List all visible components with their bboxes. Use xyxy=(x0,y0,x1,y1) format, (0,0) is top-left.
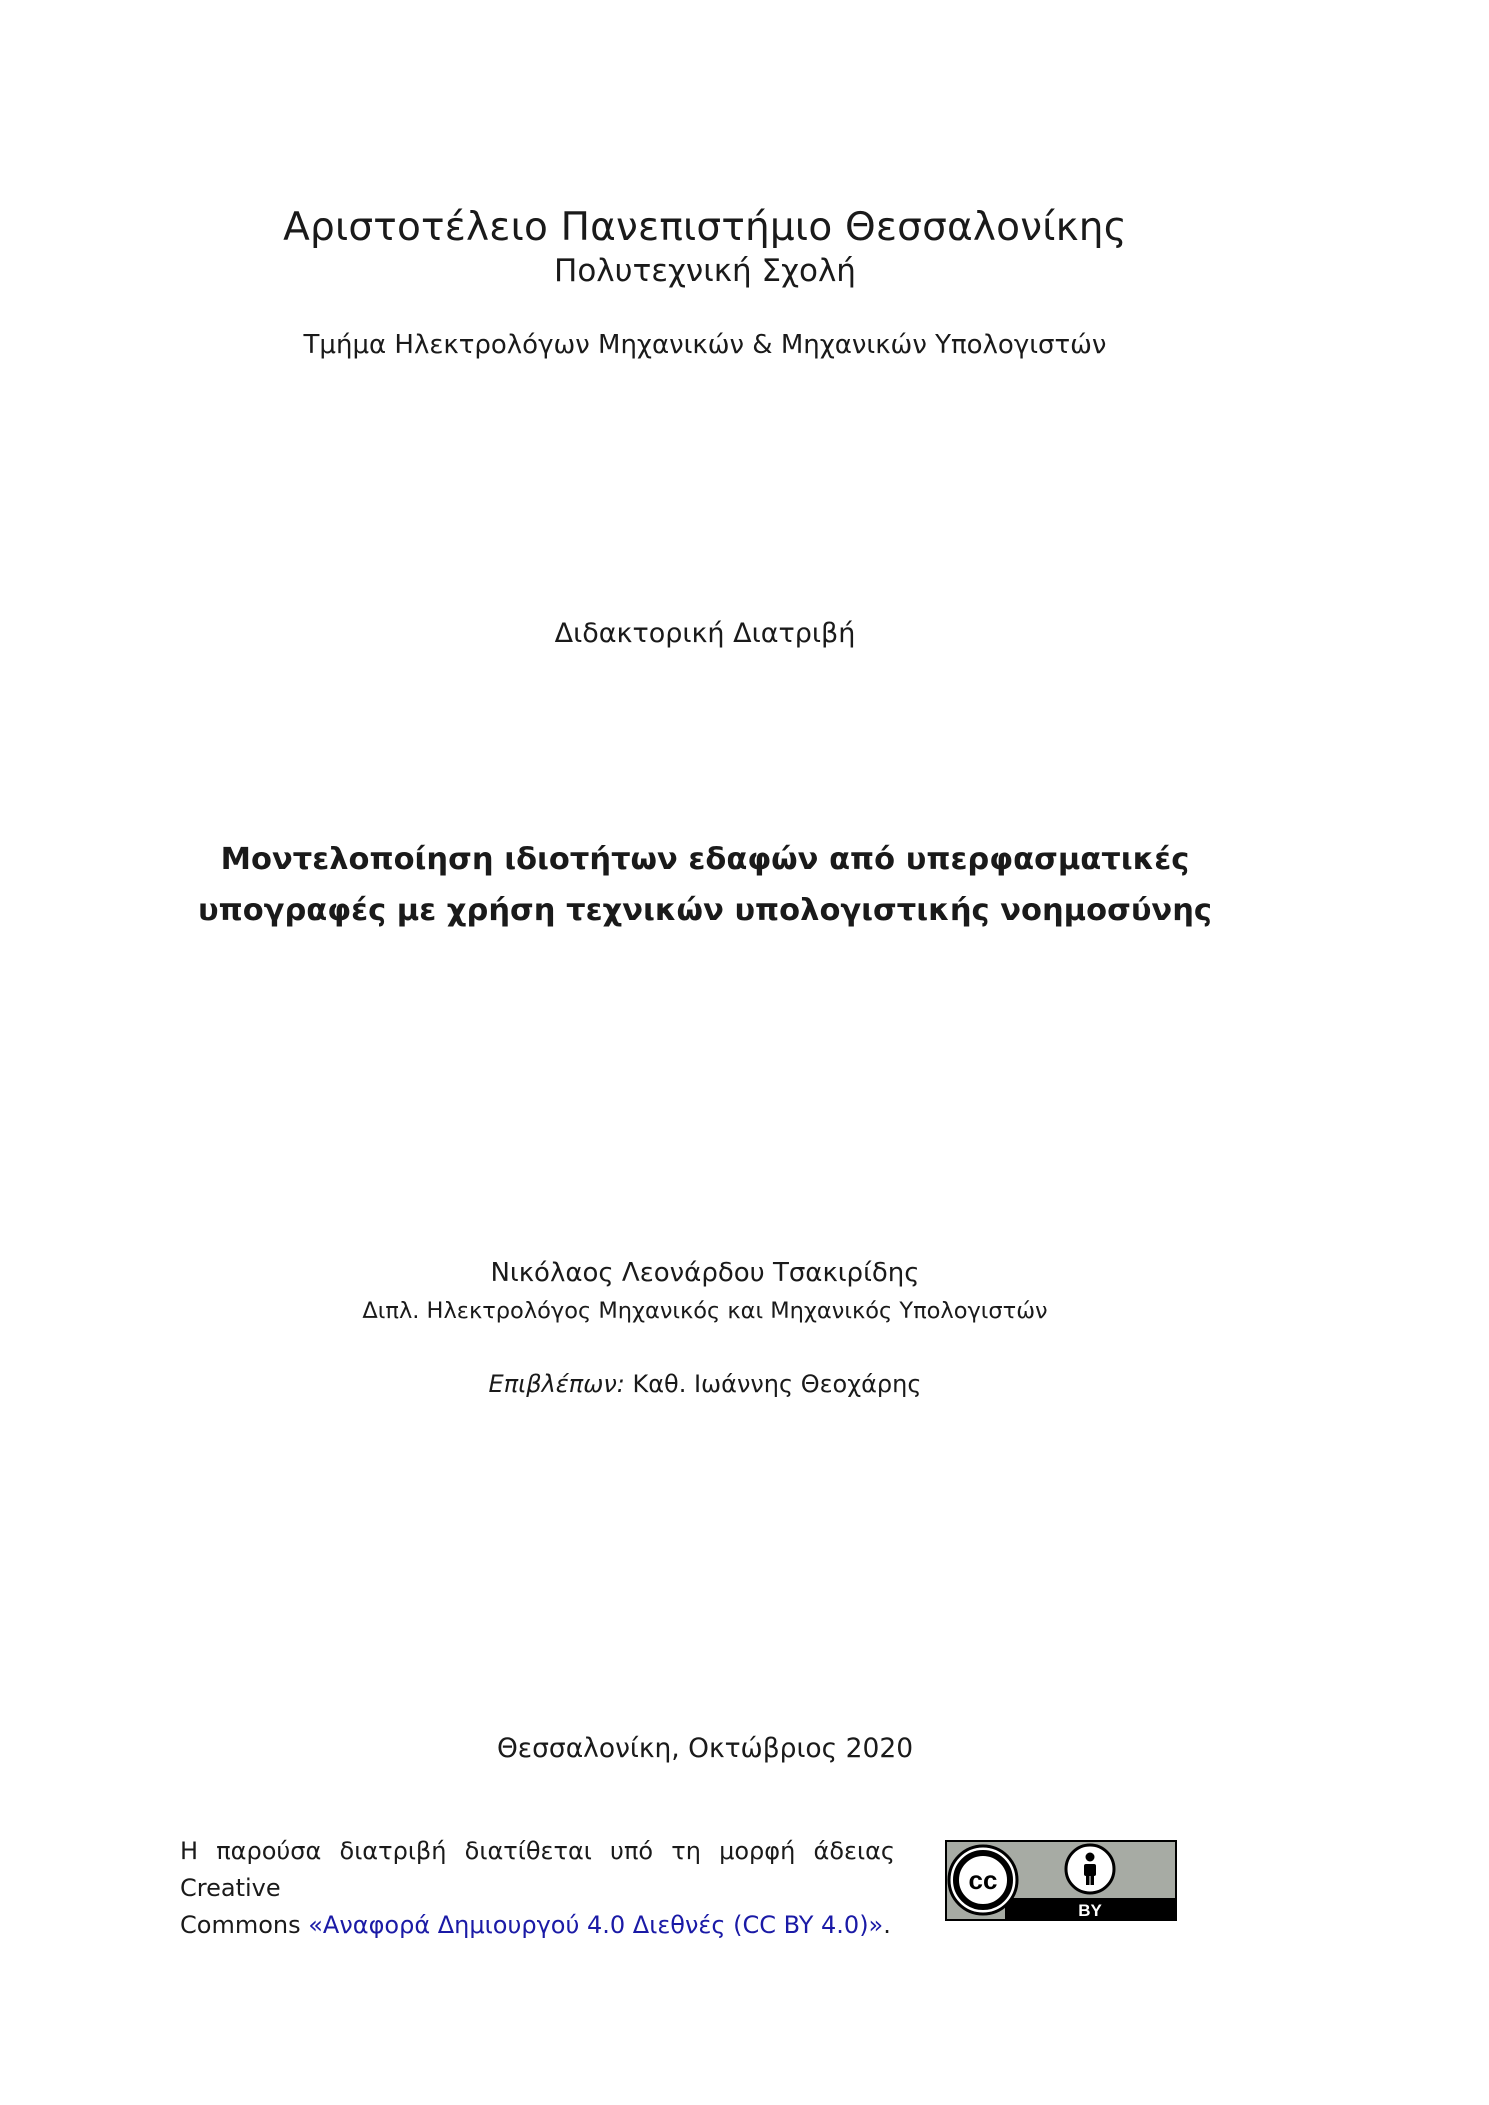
license-link[interactable]: «Αναφορά Δημιουργού 4.0 Διεθνές (CC BY 4.0)» xyxy=(308,1911,884,1939)
department-name: Τμήμα Ηλεκτρολόγων Μηχανικών & Μηχανικών Υπολογιστών xyxy=(303,330,1107,360)
license-line-1: Η παρούσα διατριβή διατίθεται υπό τη μορφή άδειας Creative xyxy=(180,1837,895,1902)
license-statement xyxy=(180,1833,895,1944)
school-name: Πολυτεχνική Σχολή xyxy=(554,253,856,289)
by-label: BY xyxy=(1078,1901,1102,1920)
cc-icon-text: cc xyxy=(968,1865,998,1895)
document-type: Διδακτορική Διατριβή xyxy=(554,618,856,649)
thesis-title-line-2: υπογραφές με χρήση τεχνικών υπολογιστικής νοημοσύνης xyxy=(198,893,1212,928)
by-person-leg-right-icon xyxy=(1091,1874,1095,1885)
license-line-2-suffix: . xyxy=(883,1911,891,1939)
license-line-2-prefix: Commons xyxy=(180,1911,309,1939)
university-name: Αριστοτέλειο Πανεπιστήμιο Θεσσαλονίκης xyxy=(283,205,1127,250)
author-degree: Διπλ. Ηλεκτρολόγος Μηχανικός και Μηχανικός Υπολογιστών xyxy=(362,1298,1048,1324)
cc-by-license-badge[interactable] xyxy=(945,1840,1177,1921)
place-date: Θεσσαλονίκη, Οκτώβριος 2020 xyxy=(496,1733,914,1764)
by-person-leg-left-icon xyxy=(1086,1874,1090,1885)
supervisor xyxy=(0,1370,1410,1398)
by-person-head-icon xyxy=(1086,1853,1095,1862)
author-name: Νικόλαος Λεονάρδου Τσακιρίδης xyxy=(490,1258,920,1288)
by-person-body-icon xyxy=(1084,1864,1096,1876)
thesis-title-line-1: Μοντελοποίηση ιδιοτήτων εδαφών από υπερφασματικές xyxy=(220,842,1190,877)
supervisor-label: Επιβλέπων: xyxy=(488,1370,625,1398)
supervisor-name: Καθ. Ιωάννης Θεοχάρης xyxy=(632,1370,922,1398)
